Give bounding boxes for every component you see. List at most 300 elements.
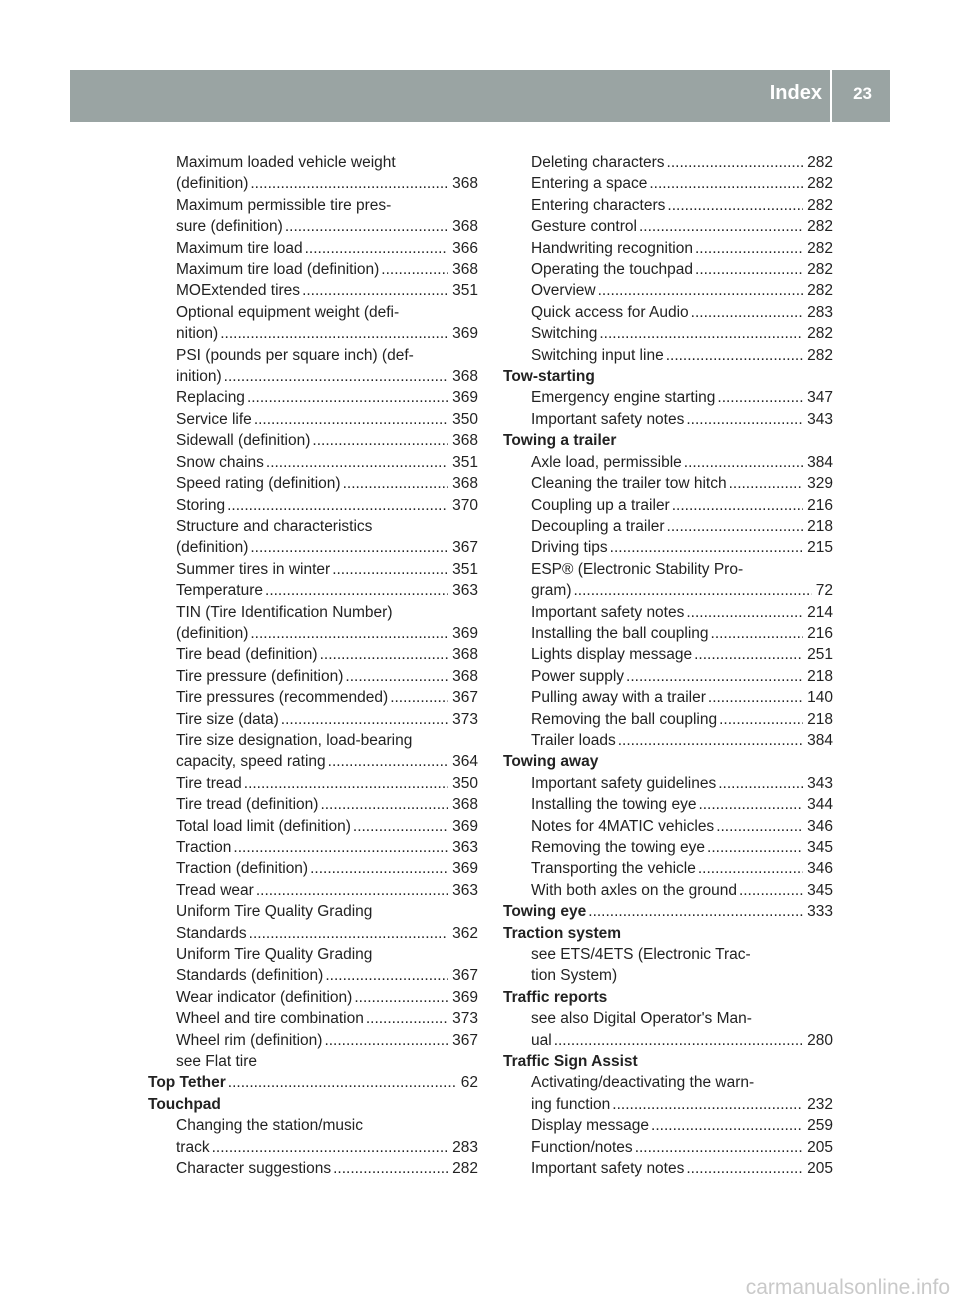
entry-page-number: 344 bbox=[807, 796, 833, 814]
index-main-entry bbox=[503, 430, 833, 451]
entry-label: Switching input line bbox=[531, 346, 664, 364]
leader-dots bbox=[250, 173, 448, 194]
page-number: 23 bbox=[853, 84, 872, 103]
entry-page-number: 368 bbox=[452, 475, 478, 493]
leader-dots bbox=[249, 923, 448, 944]
index-sub-entry bbox=[503, 816, 833, 837]
entry-label: Replacing bbox=[176, 389, 245, 407]
leader-dots bbox=[612, 1094, 803, 1115]
index-sub-entry bbox=[148, 666, 478, 687]
entry-label: inition) bbox=[176, 368, 222, 386]
index-sub-entry bbox=[503, 302, 833, 323]
leader-dots bbox=[667, 195, 803, 216]
index-sub-entry bbox=[503, 965, 833, 986]
entry-page-number: 351 bbox=[452, 560, 478, 578]
leader-dots bbox=[233, 837, 448, 858]
leader-dots bbox=[332, 559, 448, 580]
leader-dots bbox=[667, 152, 804, 173]
index-sub-entry bbox=[148, 773, 478, 794]
leader-dots bbox=[626, 666, 803, 687]
entry-label: Entering characters bbox=[531, 196, 666, 214]
entry-label: Tread wear bbox=[176, 881, 254, 899]
index-sub-entry bbox=[148, 516, 478, 537]
entry-label: Maximum loaded vehicle weight bbox=[176, 154, 396, 171]
index-sub-entry bbox=[148, 302, 478, 323]
entry-label: gram) bbox=[531, 582, 572, 600]
entry-label: see Flat tire bbox=[176, 1053, 257, 1071]
leader-dots bbox=[250, 623, 448, 644]
index-sub-entry bbox=[503, 495, 833, 516]
index-sub-entry bbox=[503, 773, 833, 794]
index-sub-entry bbox=[503, 473, 833, 494]
entry-label: Transporting the vehicle bbox=[531, 860, 696, 878]
index-sub-entry bbox=[148, 901, 478, 922]
entry-label: Character suggestions bbox=[176, 1160, 332, 1178]
leader-dots bbox=[651, 1115, 803, 1136]
index-sub-entry bbox=[148, 152, 478, 173]
leader-dots bbox=[719, 709, 803, 730]
entry-page-number: 343 bbox=[807, 774, 833, 792]
entry-label: Handwriting recognition bbox=[531, 239, 693, 257]
index-sub-entry bbox=[503, 152, 833, 173]
entry-label: Removing the towing eye bbox=[531, 839, 706, 856]
entry-label: Installing the towing eye bbox=[531, 796, 697, 814]
leader-dots bbox=[686, 602, 803, 623]
index-sub-entry bbox=[148, 430, 478, 451]
entry-label: Entering a space bbox=[531, 175, 648, 193]
entry-page-number: 218 bbox=[807, 710, 833, 728]
entry-label: Traction system bbox=[503, 924, 622, 942]
index-sub-entry bbox=[148, 473, 478, 494]
leader-dots bbox=[573, 580, 811, 601]
entry-label: Towing away bbox=[503, 753, 599, 771]
entry-page-number: 350 bbox=[452, 410, 478, 428]
entry-page-number: 140 bbox=[807, 689, 833, 707]
leader-dots bbox=[739, 880, 803, 901]
index-sub-entry bbox=[148, 730, 478, 751]
index-sub-entry bbox=[148, 709, 478, 730]
leader-dots bbox=[250, 537, 448, 558]
entry-page-number: 280 bbox=[807, 1031, 833, 1049]
entry-page-number: 368 bbox=[452, 368, 478, 386]
entry-label: Storing bbox=[176, 496, 226, 514]
entry-label: Uniform Tire Quality Grading bbox=[176, 946, 373, 964]
entry-label: tion System) bbox=[531, 967, 618, 985]
index-sub-entry bbox=[148, 816, 478, 837]
entry-label: Trailer loads bbox=[531, 731, 616, 749]
leader-dots bbox=[302, 280, 448, 301]
index-sub-entry bbox=[503, 537, 833, 558]
leader-dots bbox=[691, 302, 803, 323]
entry-label: capacity, speed rating bbox=[176, 753, 326, 771]
entry-page-number: 367 bbox=[452, 1031, 478, 1049]
index-sub-entry bbox=[148, 1008, 478, 1029]
leader-dots bbox=[266, 452, 448, 473]
entry-label: Total load limit (definition) bbox=[176, 817, 351, 835]
leader-dots bbox=[310, 858, 448, 879]
index-main-entry bbox=[503, 751, 833, 772]
entry-page-number: 282 bbox=[807, 282, 833, 300]
leader-dots bbox=[686, 409, 803, 430]
entry-page-number: 259 bbox=[807, 1117, 833, 1135]
entry-label: Axle load, permissible bbox=[531, 453, 682, 471]
index-sub-entry bbox=[148, 1030, 478, 1051]
index-sub-entry bbox=[148, 687, 478, 708]
entry-page-number: 282 bbox=[807, 196, 833, 214]
leader-dots bbox=[345, 666, 448, 687]
entry-label: With both axles on the ground bbox=[531, 881, 737, 899]
entry-page-number: 345 bbox=[807, 839, 833, 856]
leader-dots bbox=[672, 495, 803, 516]
entry-label: Optional equipment weight (defi- bbox=[176, 303, 400, 321]
leader-dots bbox=[708, 687, 803, 708]
index-sub-entry bbox=[148, 495, 478, 516]
leader-dots bbox=[639, 216, 803, 237]
entry-label: Removing the ball coupling bbox=[531, 710, 718, 728]
index-sub-entry bbox=[148, 238, 478, 259]
entry-page-number: 369 bbox=[452, 325, 478, 343]
index-sub-entry bbox=[503, 216, 833, 237]
entry-page-number: 346 bbox=[807, 860, 833, 878]
entry-label: (definition) bbox=[176, 539, 249, 557]
leader-dots bbox=[285, 216, 448, 237]
leader-dots bbox=[598, 280, 804, 301]
index-sub-entry bbox=[503, 580, 833, 601]
entry-label: ual bbox=[531, 1031, 552, 1049]
index-sub-entry bbox=[503, 880, 833, 901]
index-sub-entry bbox=[148, 452, 478, 473]
entry-label: (definition) bbox=[176, 175, 249, 193]
leader-dots bbox=[711, 623, 804, 644]
entry-label: Function/notes bbox=[531, 1138, 633, 1156]
index-sub-entry bbox=[148, 580, 478, 601]
index-main-entry bbox=[148, 1072, 478, 1093]
leader-dots bbox=[281, 709, 448, 730]
index-sub-entry bbox=[148, 280, 478, 301]
entry-label: Important safety guidelines bbox=[531, 774, 717, 792]
index-column-right bbox=[503, 152, 833, 1180]
header-bar bbox=[70, 70, 890, 122]
leader-dots bbox=[212, 1137, 449, 1158]
leader-dots bbox=[305, 238, 449, 259]
entry-label: Power supply bbox=[531, 667, 625, 685]
entry-label: Maximum tire load bbox=[176, 239, 303, 257]
entry-label: Overview bbox=[531, 282, 596, 300]
index-sub-entry bbox=[503, 944, 833, 965]
entry-label: TIN (Tire Identification Number) bbox=[176, 603, 393, 621]
index-sub-entry bbox=[503, 709, 833, 730]
index-sub-entry bbox=[148, 880, 478, 901]
entry-page-number: 216 bbox=[807, 624, 833, 642]
entry-page-number: 214 bbox=[807, 603, 833, 621]
entry-label: Gesture control bbox=[531, 218, 637, 236]
leader-dots bbox=[707, 837, 803, 858]
index-sub-entry bbox=[503, 1094, 833, 1115]
header-divider bbox=[830, 70, 832, 122]
entry-label: Important safety notes bbox=[531, 410, 685, 428]
leader-dots bbox=[686, 1158, 803, 1179]
leader-dots bbox=[694, 644, 803, 665]
entry-page-number: 218 bbox=[807, 517, 833, 535]
index-sub-entry bbox=[148, 366, 478, 387]
index-column-left bbox=[148, 152, 478, 1180]
entry-page-number: 232 bbox=[807, 1095, 833, 1113]
entry-label: Maximum tire load (definition) bbox=[176, 261, 380, 279]
leader-dots bbox=[599, 323, 803, 344]
leader-dots bbox=[247, 387, 448, 408]
watermark: carmanualsonline.info bbox=[745, 1276, 950, 1299]
entry-page-number: 367 bbox=[452, 967, 478, 985]
index-sub-entry bbox=[503, 280, 833, 301]
entry-page-number: 72 bbox=[815, 582, 833, 600]
entry-label: MOExtended tires bbox=[176, 282, 301, 300]
index-sub-entry bbox=[148, 965, 478, 986]
index-sub-entry bbox=[148, 1115, 478, 1136]
leader-dots bbox=[328, 751, 448, 772]
entry-page-number: 367 bbox=[452, 689, 478, 707]
entry-page-number: 368 bbox=[452, 218, 478, 236]
index-sub-entry bbox=[148, 259, 478, 280]
entry-page-number: 368 bbox=[452, 432, 478, 450]
entry-page-number: 369 bbox=[452, 860, 478, 878]
index-sub-entry bbox=[148, 923, 478, 944]
index-sub-entry bbox=[503, 195, 833, 216]
index-main-entry bbox=[503, 987, 833, 1008]
index-sub-entry bbox=[503, 1030, 833, 1051]
entry-label: Sidewall (definition) bbox=[176, 432, 311, 450]
index-sub-entry bbox=[503, 794, 833, 815]
index-sub-entry bbox=[503, 1072, 833, 1093]
entry-label: Temperature bbox=[176, 582, 264, 600]
entry-page-number: 370 bbox=[452, 496, 478, 514]
entry-label: Snow chains bbox=[176, 453, 264, 471]
leader-dots bbox=[265, 580, 448, 601]
entry-label: Switching bbox=[531, 325, 598, 343]
index-sub-entry bbox=[148, 944, 478, 965]
entry-page-number: 369 bbox=[452, 624, 478, 642]
index-sub-entry bbox=[148, 623, 478, 644]
entry-label: track bbox=[176, 1138, 210, 1156]
entry-page-number: 282 bbox=[807, 239, 833, 257]
leader-dots bbox=[325, 965, 448, 986]
leader-dots bbox=[695, 238, 803, 259]
index-sub-entry bbox=[148, 409, 478, 430]
entry-page-number: 364 bbox=[452, 753, 478, 771]
entry-label: Towing eye bbox=[503, 903, 587, 921]
index-sub-entry bbox=[148, 794, 478, 815]
leader-dots bbox=[716, 816, 803, 837]
entry-label: Emergency engine starting bbox=[531, 389, 716, 407]
entry-page-number: 373 bbox=[452, 1010, 478, 1028]
index-sub-entry bbox=[503, 687, 833, 708]
index-sub-entry bbox=[148, 751, 478, 772]
entry-label: Driving tips bbox=[531, 539, 608, 557]
entry-page-number: 343 bbox=[807, 410, 833, 428]
entry-label: Summer tires in winter bbox=[176, 560, 331, 578]
index-sub-entry bbox=[503, 1115, 833, 1136]
index-sub-entry bbox=[148, 987, 478, 1008]
entry-label: sure (definition) bbox=[176, 218, 283, 236]
index-sub-entry bbox=[148, 195, 478, 216]
leader-dots bbox=[698, 794, 803, 815]
leader-dots bbox=[610, 537, 803, 558]
leader-dots bbox=[343, 473, 449, 494]
index-sub-entry bbox=[503, 452, 833, 473]
leader-dots bbox=[718, 773, 803, 794]
entry-page-number: 369 bbox=[452, 389, 478, 407]
entry-label: Wheel rim (definition) bbox=[176, 1031, 323, 1049]
entry-page-number: 368 bbox=[452, 646, 478, 664]
entry-page-number: 384 bbox=[807, 453, 833, 471]
index-sub-entry bbox=[148, 345, 478, 366]
entry-label: Tire tread (definition) bbox=[176, 796, 319, 814]
leader-dots bbox=[224, 366, 448, 387]
index-sub-entry bbox=[503, 666, 833, 687]
entry-label: Standards (definition) bbox=[176, 967, 324, 985]
index-sub-entry bbox=[503, 323, 833, 344]
entry-label: Speed rating (definition) bbox=[176, 475, 341, 493]
index-sub-entry bbox=[148, 387, 478, 408]
entry-label: Wheel and tire combination bbox=[176, 1010, 364, 1028]
leader-dots bbox=[729, 473, 804, 494]
index-sub-entry bbox=[503, 602, 833, 623]
entry-label: ESP® (Electronic Stability Pro- bbox=[531, 560, 744, 578]
entry-label: Tire tread bbox=[176, 774, 242, 792]
leader-dots bbox=[320, 644, 449, 665]
entry-label: Tire bead (definition) bbox=[176, 646, 318, 664]
entry-page-number: 215 bbox=[807, 539, 833, 557]
entry-page-number: 62 bbox=[460, 1074, 478, 1092]
index-sub-entry bbox=[148, 559, 478, 580]
index-sub-entry bbox=[503, 238, 833, 259]
entry-page-number: 366 bbox=[452, 239, 478, 257]
entry-page-number: 362 bbox=[452, 924, 478, 942]
entry-page-number: 282 bbox=[807, 261, 833, 279]
leader-dots bbox=[220, 323, 448, 344]
leader-dots bbox=[695, 259, 803, 280]
entry-page-number: 205 bbox=[807, 1138, 833, 1156]
entry-label: Wear indicator (definition) bbox=[176, 988, 353, 1006]
entry-label: nition) bbox=[176, 325, 219, 343]
index-sub-entry bbox=[148, 1051, 478, 1072]
entry-label: ing function bbox=[531, 1095, 611, 1113]
entry-page-number: 283 bbox=[807, 303, 833, 321]
entry-label: Coupling up a trailer bbox=[531, 496, 670, 514]
leader-dots bbox=[244, 773, 448, 794]
entry-page-number: 351 bbox=[452, 282, 478, 300]
leader-dots bbox=[354, 987, 448, 1008]
entry-page-number: 282 bbox=[452, 1160, 478, 1178]
entry-label: Changing the station/music bbox=[176, 1117, 363, 1135]
entry-label: Traction (definition) bbox=[176, 860, 309, 878]
leader-dots bbox=[649, 173, 803, 194]
entry-page-number: 363 bbox=[452, 839, 478, 856]
index-sub-entry bbox=[148, 602, 478, 623]
entry-page-number: 363 bbox=[452, 881, 478, 899]
index-sub-entry bbox=[503, 1008, 833, 1029]
entry-label: Standards bbox=[176, 924, 247, 942]
entry-page-number: 368 bbox=[452, 796, 478, 814]
entry-page-number: 369 bbox=[452, 817, 478, 835]
index-sub-entry bbox=[148, 644, 478, 665]
index-sub-entry bbox=[503, 345, 833, 366]
entry-label: Traffic reports bbox=[503, 988, 608, 1006]
leader-dots bbox=[390, 687, 448, 708]
leader-dots bbox=[227, 495, 448, 516]
leader-dots bbox=[254, 409, 448, 430]
leader-dots bbox=[324, 1030, 448, 1051]
entry-page-number: 216 bbox=[807, 496, 833, 514]
entry-page-number: 282 bbox=[807, 325, 833, 343]
index-sub-entry bbox=[503, 837, 833, 858]
leader-dots bbox=[666, 345, 803, 366]
entry-label: Operating the touchpad bbox=[531, 261, 694, 279]
entry-page-number: 282 bbox=[807, 175, 833, 193]
leader-dots bbox=[588, 901, 803, 922]
entry-label: Uniform Tire Quality Grading bbox=[176, 903, 373, 921]
entry-page-number: 373 bbox=[452, 710, 478, 728]
leader-dots bbox=[667, 516, 804, 537]
entry-label: Top Tether bbox=[148, 1074, 226, 1092]
leader-dots bbox=[333, 1158, 448, 1179]
index-sub-entry bbox=[503, 409, 833, 430]
entry-page-number: 251 bbox=[807, 646, 833, 664]
entry-page-number: 369 bbox=[452, 988, 478, 1006]
entry-label: Installing the ball coupling bbox=[531, 624, 709, 642]
index-main-entry bbox=[503, 1051, 833, 1072]
index-sub-entry bbox=[503, 559, 833, 580]
entry-label: Pulling away with a trailer bbox=[531, 689, 706, 707]
leader-dots bbox=[312, 430, 448, 451]
entry-page-number: 329 bbox=[807, 475, 833, 493]
entry-label: Lights display message bbox=[531, 646, 693, 664]
entry-label: (definition) bbox=[176, 624, 249, 642]
entry-label: Touchpad bbox=[148, 1095, 221, 1113]
index-sub-entry bbox=[148, 537, 478, 558]
index-sub-entry bbox=[503, 730, 833, 751]
entry-label: Decoupling a trailer bbox=[531, 517, 665, 535]
leader-dots bbox=[353, 816, 448, 837]
leader-dots bbox=[228, 1072, 457, 1093]
entry-label: Structure and characteristics bbox=[176, 517, 373, 535]
leader-dots bbox=[320, 794, 448, 815]
entry-label: Deleting characters bbox=[531, 154, 665, 171]
entry-label: Maximum permissible tire pres- bbox=[176, 196, 392, 214]
entry-label: Activating/deactivating the warn- bbox=[531, 1074, 755, 1092]
entry-label: Important safety notes bbox=[531, 1160, 685, 1178]
index-sub-entry bbox=[148, 173, 478, 194]
entry-page-number: 282 bbox=[807, 346, 833, 364]
index-main-entry bbox=[503, 366, 833, 387]
entry-page-number: 345 bbox=[807, 881, 833, 899]
entry-page-number: 283 bbox=[452, 1138, 478, 1156]
leader-dots bbox=[684, 452, 803, 473]
entry-page-number: 363 bbox=[452, 582, 478, 600]
index-sub-entry bbox=[148, 216, 478, 237]
index-sub-entry bbox=[503, 259, 833, 280]
leader-dots bbox=[381, 259, 448, 280]
entry-label: Towing a trailer bbox=[503, 432, 617, 450]
index-main-entry bbox=[503, 923, 833, 944]
entry-label: PSI (pounds per square inch) (def- bbox=[176, 346, 414, 364]
entry-label: Notes for 4MATIC vehicles bbox=[531, 817, 715, 835]
entry-page-number: 350 bbox=[452, 774, 478, 792]
leader-dots bbox=[698, 858, 803, 879]
leader-dots bbox=[256, 880, 448, 901]
entry-page-number: 351 bbox=[452, 453, 478, 471]
index-sub-entry bbox=[503, 516, 833, 537]
entry-label: see ETS/4ETS (Electronic Trac- bbox=[531, 946, 751, 964]
